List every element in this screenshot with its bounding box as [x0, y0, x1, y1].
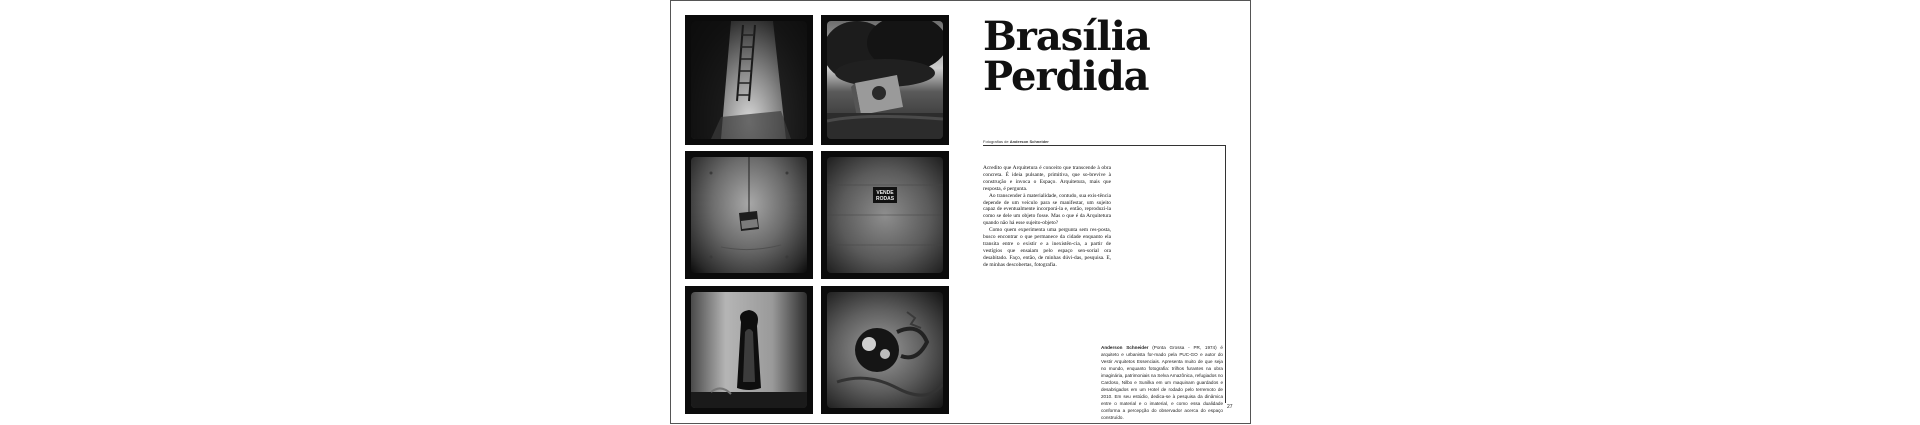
body-paragraph: Ao transcender à materialidade, contudo, sua exis-tência depende de um veículo para se manifestar, um sujeito capaz de eventualmente incorporá-la e, então, reproduzi-la como se dele um objeto fosse. Mas o que é da Arquitetura quando não há esse sujeito-objeto?	[983, 192, 1111, 227]
divider-top	[983, 145, 1225, 146]
body-paragraph: Como quem experimenta uma pergunta sem res-posta, busco encontrar o que permanece da cidade enquanto ela transita entre o existir e a inexistên-cia, a partir de vestígios que ensaiam pelo espaço sen-sorial ora desabitado. Faço, então, de minhas dúvi-das, pesquisa. E, de minhas descobertas, fotografia.	[983, 227, 1111, 268]
bio-name: Anderson Schneider	[1101, 345, 1149, 350]
page-number: 27	[1227, 404, 1233, 410]
photo-hanging-box	[685, 151, 813, 279]
photo-graffiti	[821, 286, 949, 414]
crack-illustration	[691, 292, 807, 408]
title-line-2: Perdida	[983, 53, 1149, 100]
article-body	[983, 165, 1111, 269]
credit-name: Anderson Schneider	[1009, 139, 1049, 144]
credit-prefix: Fotografias de	[983, 139, 1010, 144]
ladder-illustration	[691, 21, 807, 139]
body-paragraph: Acredito que Arquitetura é conceito que transcende à obra concreta. É ideia pulsante, primitiva, que so-brevive à construção e invoca o Espaço. Arquitetura, mais que resposta, é pergunta.	[983, 165, 1111, 192]
photo-ladder	[685, 15, 813, 145]
photo-wall-crack	[685, 286, 813, 414]
bio-text: (Ponta Grossa - PR, 1974) é arquiteto e urbanista for-mado pela PUC-GO e autor do Vestir Arquitetos Essenciais. Apresenta muito de que seja no mundo, enquanto fotografia: trilhos furantes na obra imaginária, patrimoniais na Selva Amazônica, refugiados no Cardoso, Nilbo e Sunilka em um maquinam guardados e desabrigados em um Hotel de rodado pelo terremoto de 2010. Em seu estúdio, dedica-se à pesquisa da dinâmica entre o material e o imaterial, e como essa dualidade conforma a percepção do observador acerca do espaço construído.	[1101, 345, 1223, 420]
photo-concrete-block	[821, 15, 949, 145]
author-bio	[1101, 344, 1223, 421]
wall-illustration	[827, 157, 943, 273]
graffiti-illustration	[827, 292, 943, 408]
photo-credit	[983, 139, 1049, 144]
photo-wall-sign	[821, 151, 949, 279]
box-illustration	[691, 157, 807, 273]
article-title	[983, 13, 1183, 100]
divider-right	[1225, 145, 1226, 331]
sign-text-line2: RODAS	[875, 196, 895, 202]
divider-bottom	[1225, 331, 1226, 403]
magazine-spread	[670, 0, 1251, 424]
sign-text-line1: VENDE	[876, 190, 894, 196]
block-illustration	[827, 21, 943, 139]
title-line-1: Brasília	[983, 13, 1150, 60]
